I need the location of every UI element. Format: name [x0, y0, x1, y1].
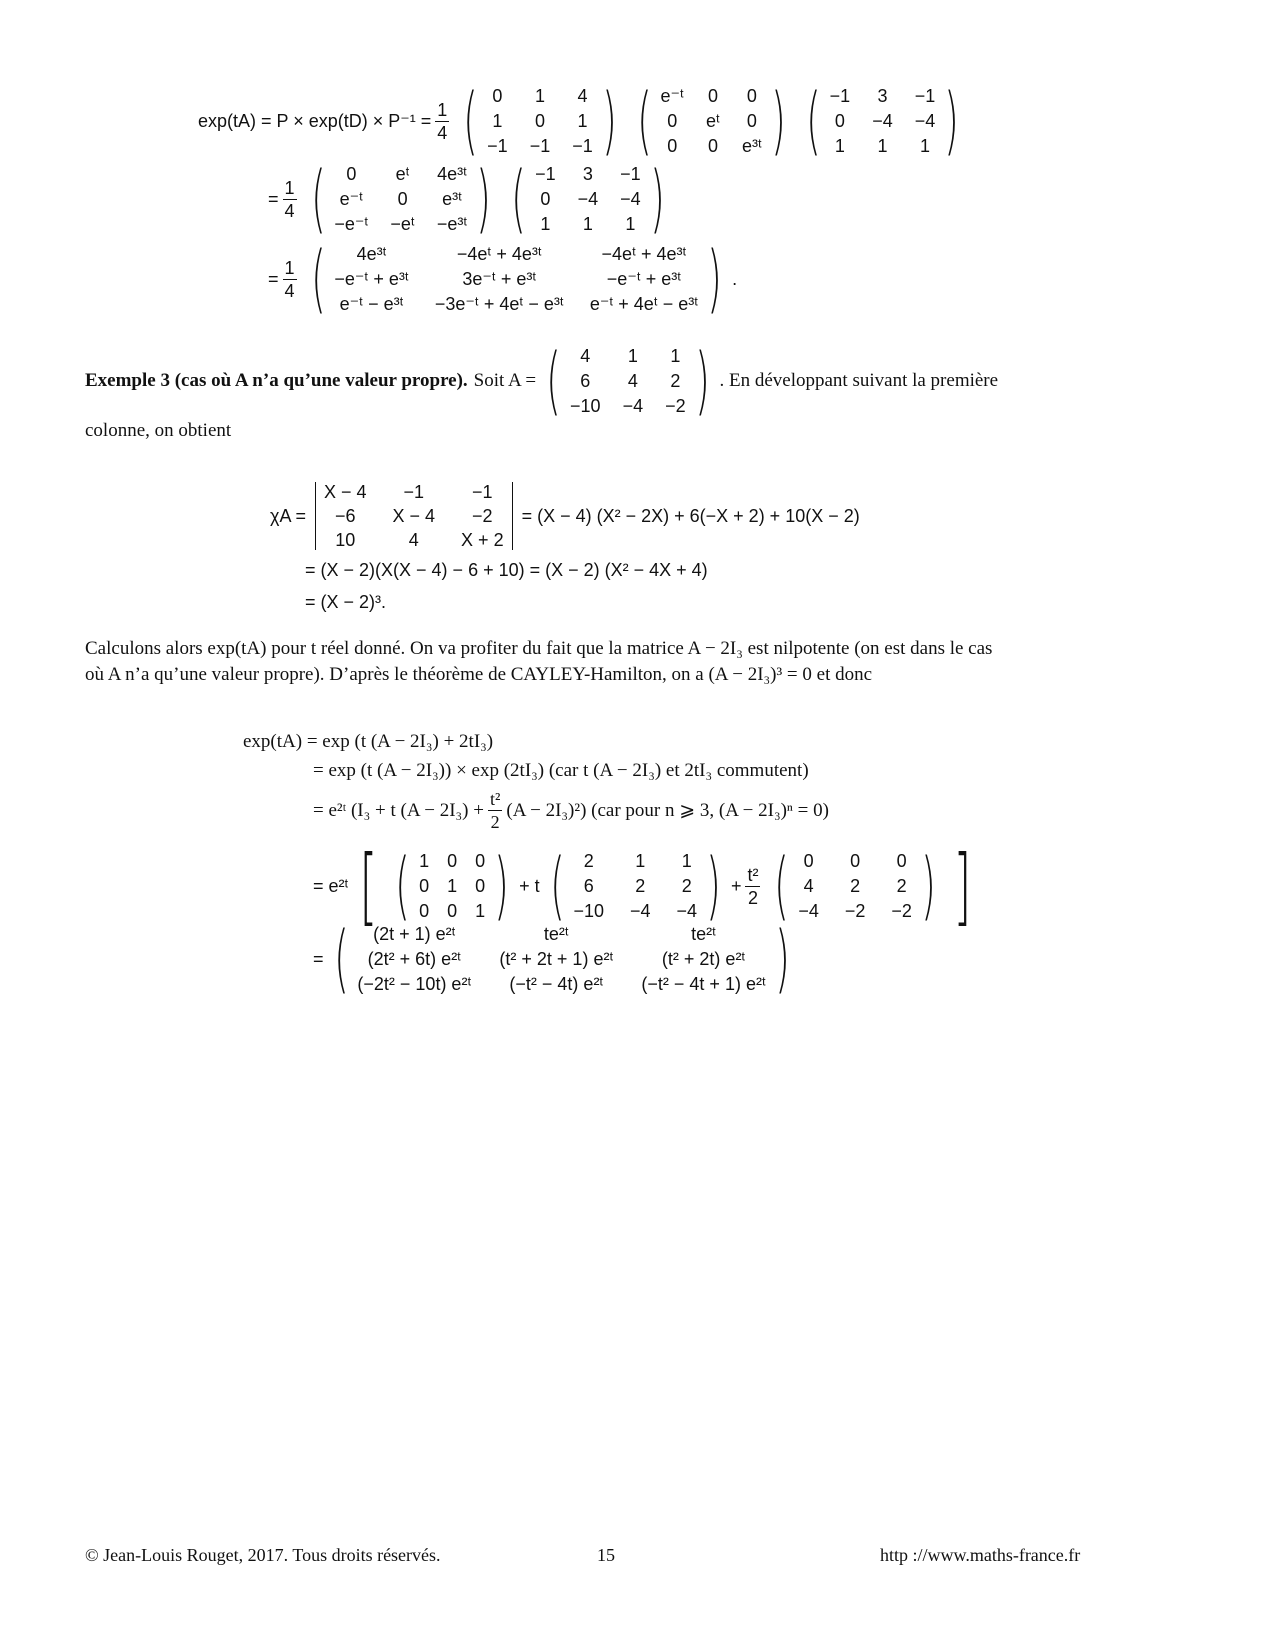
example-3-line2: colonne, on obtient [85, 420, 232, 441]
matrix-cell: −1 [914, 86, 936, 107]
matrix-cell: −4 [630, 900, 651, 921]
matrix-cell: −1 [620, 164, 641, 185]
matrix-cell: e⁻ᵗ [339, 188, 364, 209]
matrix-cell: 0 [707, 135, 718, 156]
matrix-cell: eᵗ [395, 164, 410, 185]
matrix-cell: 1 [577, 110, 588, 131]
fraction-one-quarter: $\frac{1}{4}$ [284, 177, 295, 221]
matrix-cell: −1 [829, 86, 851, 107]
matrix-cell: 0 [896, 851, 907, 872]
matrix-identity: ( 1 0 0 0 1 0 0 0 1 ) [395, 843, 509, 929]
matrix-p: ( 0 1 4 1 0 1 −1 −1 −1 ) [463, 78, 617, 164]
matrix-cell: 0 [419, 900, 430, 921]
matrix-cell: 0 [534, 110, 545, 131]
matrix-cell: −3e⁻ᵗ + 4eᵗ − e³ᵗ [434, 293, 564, 314]
matrix-cell: 2 [681, 875, 692, 896]
matrix-cell: 3 [582, 164, 593, 185]
matrix-cell: 4 [627, 370, 638, 391]
matrix-cell: −6 [334, 506, 356, 526]
example-3-title: Exemple 3 (cas où A n’a qu’une valeur propre). [85, 370, 468, 391]
matrix-cell: −4 [622, 395, 644, 416]
matrix-cell: (2t² + 6t) e²ᵗ [367, 948, 462, 969]
charpoly-line1: χA = X − 4 −1 −1 −6 X − 4 −2 10 4 X + 2 = (X − 4) (X² − 2X) + 6(−X + 2) + 10(X − 2) [270, 482, 860, 550]
matrix-exp-d: ( e⁻ᵗ 0 0 0 eᵗ 0 0 0 e³ᵗ ) [636, 78, 786, 164]
matrix-cell: 1 [681, 851, 692, 872]
matrix-cell: 1 [447, 875, 458, 896]
matrix-cell: (t² + 2t + 1) e²ᵗ [499, 948, 614, 969]
matrix-cell: (−t² − 4t + 1) e²ᵗ [641, 973, 766, 994]
matrix-cell: −10 [573, 900, 604, 921]
matrix-cell: 1 [475, 900, 486, 921]
matrix-cell: (2t + 1) e²ᵗ [373, 924, 456, 945]
matrix-cell: −1 [572, 135, 593, 156]
equation-exp-ta-line2: = $\frac{1}{4}$ ( 0 eᵗ 4e³ᵗ e⁻ᵗ 0 e³ᵗ −e⁻ᵗ −eᵗ −e³ᵗ ) ( −1 3 −1 0 −4 −4 1 1 1 ) [268, 162, 675, 236]
fraction-t-squared-over-2: $\frac{\text{t²}}{2}$ [747, 864, 759, 908]
matrix-cell: −4 [872, 110, 893, 131]
matrix-cell: 2 [635, 875, 646, 896]
matrix-cell: −1 [403, 482, 425, 502]
matrix-cell: X + 2 [461, 530, 504, 550]
matrix-exp-ta-result: ( 4e³ᵗ −4eᵗ + 4e³ᵗ −4eᵗ + 4e³ᵗ −e⁻ᵗ + e³ᵗ 3e⁻ᵗ + e³ᵗ −e⁻ᵗ + e³ᵗ e⁻ᵗ − e³ᵗ −3e⁻ᵗ + 4eᵗ − e³ᵗ e⁻ᵗ + 4eᵗ − e³ᵗ ) [310, 236, 722, 322]
matrix-cell: −2 [472, 506, 493, 526]
matrix-cell: −e⁻ᵗ [334, 213, 369, 234]
paragraph-line1: Calculons alors exp(tA) pour t réel donné. On va profiter du fait que la matrice A − 2I₃ est nilpotente (on est dans le cas [85, 638, 993, 659]
fraction-one-quarter: $\frac{1}{4}$ [437, 99, 448, 143]
matrix-cell: (t² + 2t) e²ᵗ [661, 948, 746, 969]
fraction-one-quarter: $\frac{1}{4}$ [284, 257, 295, 301]
matrix-cell: 4e³ᵗ [437, 164, 468, 185]
matrix-cell: 4 [803, 875, 814, 896]
equation-lhs: exp(tA) = P × exp(tD) × P⁻¹ = [198, 110, 432, 131]
matrix-cell: 1 [627, 346, 638, 367]
matrix-cell: 0 [492, 86, 503, 107]
matrix-cell: 0 [850, 851, 861, 872]
matrix-cell: 3e⁻ᵗ + e³ᵗ [462, 268, 537, 289]
exp-ta-derivation-line3: = e²ᵗ (I₃ + t (A − 2I₃) + $\frac{\text{t²}}{2}$ (A − 2I₃)²) (car pour n ⩾ 3, (A − 2I₃)ⁿ = 0) [313, 789, 829, 832]
matrix-cell: 0 [803, 851, 814, 872]
matrix-cell: 0 [475, 851, 486, 872]
matrix-cell: (−2t² − 10t) e²ᵗ [357, 973, 472, 994]
matrix-cell: e⁻ᵗ + 4eᵗ − e³ᵗ [589, 293, 699, 314]
matrix-cell: −1 [535, 164, 556, 185]
matrix-exp-ta-final: ( (2t + 1) e²ᵗ te²ᵗ te²ᵗ (2t² + 6t) e²ᵗ (t² + 2t + 1) e²ᵗ (t² + 2t) e²ᵗ (−2t² − 10t) e²ᵗ (−t² − 4t) e²ᵗ (−t² − 4t + 1) e²ᵗ ) [333, 916, 790, 1002]
matrix-cell: 3 [877, 86, 888, 107]
matrix-a-minus-2i3-squared: ( 0 0 0 4 2 2 −4 −2 −2 ) [774, 843, 936, 929]
matrix-cell: 0 [346, 164, 357, 185]
matrix-cell: −2 [891, 900, 912, 921]
matrix-cell: eᵗ [705, 110, 720, 131]
matrix-cell: e⁻ᵗ − e³ᵗ [339, 293, 404, 314]
matrix-cell: 1 [492, 110, 503, 131]
matrix-cell: 1 [919, 135, 930, 156]
matrix-cell: 1 [534, 86, 545, 107]
matrix-cell: 4e³ᵗ [356, 244, 387, 265]
matrix-cell: 4 [580, 346, 591, 367]
matrix-cell: 2 [896, 875, 907, 896]
matrix-cell: 0 [540, 188, 551, 209]
matrix-cell: 2 [583, 851, 594, 872]
matrix-cell: −4 [798, 900, 819, 921]
determinant [309, 480, 519, 552]
matrix-cell: 0 [447, 851, 458, 872]
matrix-cell: e⁻ᵗ [660, 86, 684, 107]
matrix-cell: 0 [834, 110, 845, 131]
footer-copyright: © Jean-Louis Rouget, 2017. Tous droits réservés. [85, 1545, 441, 1565]
matrix-cell: 1 [582, 213, 593, 234]
footer-page-number: 15 [597, 1545, 615, 1565]
matrix-cell: −4eᵗ + 4e³ᵗ [456, 244, 542, 265]
matrix-cell: 0 [746, 86, 757, 107]
equation-exp-ta-line1 [198, 78, 969, 164]
matrix-cell: 6 [583, 875, 594, 896]
paragraph-line2: où A n’a qu’une valeur propre). D’après le théorème de CAYLEY-Hamilton, on a (A − 2I₃)³ = 0 et donc [85, 664, 873, 685]
matrix-a: ( 4 1 1 6 4 2 −10 −4 −2 ) [546, 338, 710, 424]
charpoly-line3: = (X − 2)³. [305, 592, 387, 612]
matrix-cell: −e⁻ᵗ + e³ᵗ [606, 268, 682, 289]
matrix-cell: 0 [667, 110, 678, 131]
matrix-cell: −4 [676, 900, 698, 921]
matrix-p-inverse: ( −1 3 −1 0 −4 −4 1 1 1 ) [806, 78, 959, 164]
matrix-cell: 2 [850, 875, 861, 896]
matrix-cell: 0 [667, 135, 678, 156]
exp-ta-derivation-line1: exp(tA) = exp (t (A − 2I₃) + 2tI₃) [243, 731, 494, 752]
matrix-cell: −2 [665, 395, 686, 416]
matrix-cell: 10 [335, 530, 356, 550]
exp-ta-derivation-line5: = ( (2t + 1) e²ᵗ te²ᵗ te²ᵗ (2t² + 6t) e²ᵗ (t² + 2t + 1) e²ᵗ (t² + 2t) e²ᵗ (−2t² − 10t) e²ᵗ (−t² − 4t) e²ᵗ (−t² − 4t + 1) e²ᵗ ) [313, 922, 800, 996]
matrix-cell: −eᵗ [390, 213, 415, 234]
matrix-cell: −4eᵗ + 4e³ᵗ [601, 244, 687, 265]
matrix-cell: 0 [707, 86, 718, 107]
matrix-cell: 1 [670, 346, 681, 367]
exp-ta-derivation-line4: = e²ᵗ [ ( 1 0 0 0 1 0 0 0 1 ) + t ( 2 1 1 6 2 2 −10 −4 −4 ) + $\frac{\text{t²}}{2}$ ( 0 0 0 4 2 2 −4 −2 −2 ) ] [313, 837, 972, 935]
matrix-cell: 6 [580, 370, 591, 391]
matrix-cell: te²ᵗ [543, 924, 569, 945]
matrix-cell: 1 [877, 135, 888, 156]
example-3-heading: Exemple 3 (cas où A n’a qu’une valeur propre). Soit A = ( 4 1 1 6 4 2 −10 −4 −2 ) . En développant suivant la première [85, 338, 999, 424]
matrix-cell: 2 [670, 370, 681, 391]
matrix-cell: (−t² − 4t) e²ᵗ [509, 973, 604, 994]
matrix-cell: −4 [620, 188, 641, 209]
matrix-cell: 0 [475, 875, 486, 896]
matrix-cell: 1 [635, 851, 646, 872]
matrix-cell: 0 [746, 110, 757, 131]
matrix-p-inverse: ( −1 3 −1 0 −4 −4 1 1 1 ) [511, 156, 665, 242]
matrix-cell: −2 [844, 900, 866, 921]
footer-url[interactable]: http ://www.maths-france.fr [880, 1545, 1081, 1565]
matrix-cell: 1 [625, 213, 636, 234]
charpoly-line2: = (X − 2)(X(X − 4) − 6 + 10) = (X − 2) (X² − 4X + 4) [305, 560, 708, 580]
matrix-cell: e³ᵗ [442, 188, 463, 209]
matrix-cell: 1 [834, 135, 845, 156]
matrix-cell: −4 [577, 188, 599, 209]
matrix-cell: 0 [447, 900, 458, 921]
matrix-cell: −1 [487, 135, 508, 156]
matrix-cell: 1 [540, 213, 551, 234]
matrix-cell: X − 4 [392, 506, 436, 526]
matrix-cell: e³ᵗ [741, 135, 762, 156]
matrix-cell: −e⁻ᵗ + e³ᵗ [334, 268, 409, 289]
matrix-cell: X − 4 [323, 482, 367, 502]
matrix-cell: 0 [419, 875, 430, 896]
fraction-t-squared-over-2: $\frac{\text{t²}}{2}$ [489, 789, 501, 832]
matrix-cell: 1 [419, 851, 430, 872]
matrix-cell: −1 [529, 135, 551, 156]
matrix-cell: 0 [397, 188, 408, 209]
matrix-cell: −1 [472, 482, 493, 502]
matrix-cell: −e³ᵗ [436, 213, 468, 234]
matrix-cell: −4 [914, 110, 936, 131]
matrix-cell: 4 [577, 86, 588, 107]
matrix-cell: 4 [408, 530, 419, 550]
matrix-cell: −10 [570, 395, 601, 416]
exp-ta-derivation-line2: = exp (t (A − 2I₃)) × exp (2tI₃) (car t (A − 2I₃) et 2tI₃ commutent) [313, 760, 809, 781]
matrix-a-minus-2i3: ( 2 1 1 6 2 2 −10 −4 −4 ) [549, 843, 721, 929]
matrix-cell: te²ᵗ [691, 924, 717, 945]
matrix-p-exp-d: ( 0 eᵗ 4e³ᵗ e⁻ᵗ 0 e³ᵗ −e⁻ᵗ −eᵗ −e³ᵗ ) [310, 156, 492, 242]
equation-exp-ta-line3: = $\frac{1}{4}$ ( 4e³ᵗ −4eᵗ + 4e³ᵗ −4eᵗ + 4e³ᵗ −e⁻ᵗ + e³ᵗ 3e⁻ᵗ + e³ᵗ −e⁻ᵗ + e³ᵗ e⁻ᵗ − e³ᵗ −3e⁻ᵗ + 4eᵗ − e³ᵗ e⁻ᵗ + 4eᵗ − e³ᵗ ) . [268, 236, 738, 322]
